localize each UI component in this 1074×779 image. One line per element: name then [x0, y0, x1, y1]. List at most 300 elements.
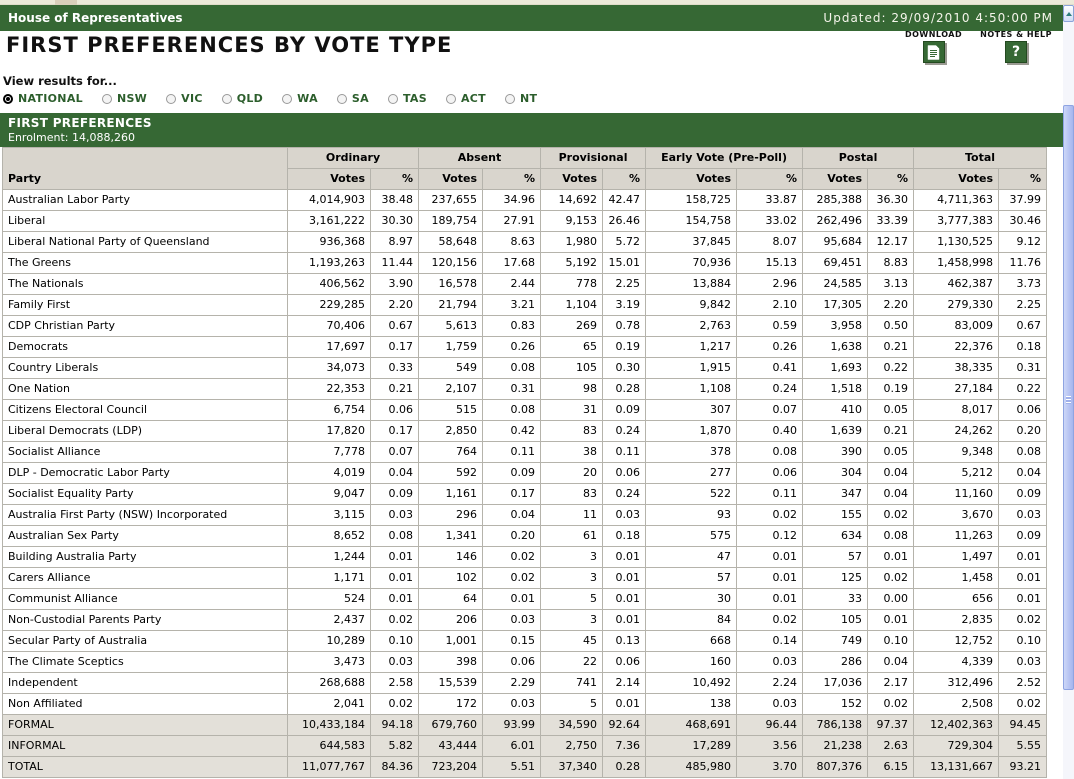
- radio-button-icon[interactable]: [388, 94, 398, 104]
- value-cell: 398: [419, 652, 483, 673]
- value-cell: 741: [541, 673, 603, 694]
- table-row: [3, 211, 1047, 232]
- party-name: Non Affiliated: [3, 694, 288, 715]
- value-cell: 70,406: [288, 316, 371, 337]
- value-cell: 3: [541, 610, 603, 631]
- party-name: Australian Sex Party: [3, 526, 288, 547]
- value-cell: 120,156: [419, 253, 483, 274]
- value-cell: 0.05: [868, 400, 914, 421]
- value-cell: 8.83: [868, 253, 914, 274]
- table-row: [3, 631, 1047, 652]
- document-icon: [927, 45, 940, 60]
- value-cell: 16,578: [419, 274, 483, 295]
- value-cell: 549: [419, 358, 483, 379]
- value-cell: 0.21: [868, 421, 914, 442]
- vertical-scrollbar[interactable]: [1063, 5, 1074, 779]
- value-cell: 3: [541, 568, 603, 589]
- download-document-icon[interactable]: [923, 41, 945, 63]
- value-cell: 94.45: [999, 715, 1047, 736]
- state-radio-vic[interactable]: [166, 92, 203, 105]
- value-cell: 15,539: [419, 673, 483, 694]
- value-cell: 12,752: [914, 631, 999, 652]
- value-cell: 0.01: [603, 610, 646, 631]
- value-cell: 33.87: [737, 190, 803, 211]
- value-cell: 1,341: [419, 526, 483, 547]
- state-radio-act[interactable]: [446, 92, 486, 105]
- value-cell: 2,437: [288, 610, 371, 631]
- value-cell: 65: [541, 337, 603, 358]
- value-cell: 8.07: [737, 232, 803, 253]
- party-name: Citizens Electoral Council: [3, 400, 288, 421]
- party-column-header: Party: [3, 148, 288, 190]
- value-cell: 0.03: [483, 610, 541, 631]
- value-cell: 83: [541, 484, 603, 505]
- table-row: [3, 463, 1047, 484]
- table-row: [3, 694, 1047, 715]
- radio-button-icon[interactable]: [282, 94, 292, 104]
- postal-pct-header: %: [868, 169, 914, 190]
- value-cell: 2,763: [646, 316, 737, 337]
- value-cell: 38.48: [371, 190, 419, 211]
- value-cell: 70,936: [646, 253, 737, 274]
- value-cell: 189,754: [419, 211, 483, 232]
- summary-row: [3, 757, 1047, 778]
- value-cell: 6,754: [288, 400, 371, 421]
- table-row: [3, 379, 1047, 400]
- value-cell: 4,019: [288, 463, 371, 484]
- value-cell: 0.08: [483, 400, 541, 421]
- value-cell: 45: [541, 631, 603, 652]
- value-cell: 6.15: [868, 757, 914, 778]
- value-cell: 390: [803, 442, 868, 463]
- value-cell: 9,047: [288, 484, 371, 505]
- value-cell: 0.33: [371, 358, 419, 379]
- value-cell: 3,473: [288, 652, 371, 673]
- value-cell: 2.63: [868, 736, 914, 757]
- value-cell: 0.07: [371, 442, 419, 463]
- party-name: Liberal Democrats (LDP): [3, 421, 288, 442]
- page-title: House of Representatives: [8, 11, 183, 25]
- value-cell: 2.20: [371, 295, 419, 316]
- value-cell: 764: [419, 442, 483, 463]
- value-cell: 92.64: [603, 715, 646, 736]
- value-cell: 0.04: [371, 463, 419, 484]
- value-cell: 0.40: [737, 421, 803, 442]
- view-results-label: View results for...: [3, 74, 117, 88]
- value-cell: 0.09: [603, 400, 646, 421]
- value-cell: 2,750: [541, 736, 603, 757]
- value-cell: 26.46: [603, 211, 646, 232]
- party-name: Socialist Alliance: [3, 442, 288, 463]
- value-cell: 1,244: [288, 547, 371, 568]
- value-cell: 155: [803, 505, 868, 526]
- value-cell: 0.01: [999, 568, 1047, 589]
- question-mark-icon[interactable]: ?: [1005, 41, 1027, 63]
- value-cell: 0.01: [371, 589, 419, 610]
- scrollbar-up-button[interactable]: [1063, 5, 1074, 22]
- value-cell: 11: [541, 505, 603, 526]
- value-cell: 0.11: [737, 484, 803, 505]
- value-cell: 0.03: [371, 505, 419, 526]
- value-cell: 7.36: [603, 736, 646, 757]
- value-cell: 0.02: [737, 610, 803, 631]
- table-row: [3, 547, 1047, 568]
- value-cell: 5.82: [371, 736, 419, 757]
- value-cell: 22,353: [288, 379, 371, 400]
- value-cell: 0.17: [483, 484, 541, 505]
- radio-label: NT: [519, 92, 538, 105]
- updated-timestamp: Updated: 29/09/2010 4:50:00 PM: [823, 11, 1053, 25]
- value-cell: 34.96: [483, 190, 541, 211]
- radio-button-icon[interactable]: [3, 94, 13, 104]
- value-cell: 94.18: [371, 715, 419, 736]
- radio-label: ACT: [460, 92, 486, 105]
- value-cell: 17,305: [803, 295, 868, 316]
- party-name: Australia First Party (NSW) Incorporated: [3, 505, 288, 526]
- ordinary-pct-header: %: [371, 169, 419, 190]
- value-cell: 1,130,525: [914, 232, 999, 253]
- value-cell: 0.02: [999, 610, 1047, 631]
- value-cell: 304: [803, 463, 868, 484]
- value-cell: 0.04: [868, 484, 914, 505]
- value-cell: 807,376: [803, 757, 868, 778]
- value-cell: 9,153: [541, 211, 603, 232]
- table-row: [3, 316, 1047, 337]
- download-button[interactable]: [905, 30, 962, 63]
- value-cell: 1,638: [803, 337, 868, 358]
- value-cell: 10,492: [646, 673, 737, 694]
- value-cell: 206: [419, 610, 483, 631]
- provisional-pct-header: %: [603, 169, 646, 190]
- value-cell: 0.01: [737, 568, 803, 589]
- value-cell: 285,388: [803, 190, 868, 211]
- value-cell: 0.04: [483, 505, 541, 526]
- value-cell: 0.06: [371, 400, 419, 421]
- value-cell: 33: [803, 589, 868, 610]
- party-name: Carers Alliance: [3, 568, 288, 589]
- value-cell: 42.47: [603, 190, 646, 211]
- value-cell: 33.39: [868, 211, 914, 232]
- value-cell: 0.00: [868, 589, 914, 610]
- value-cell: 37.99: [999, 190, 1047, 211]
- value-cell: 936,368: [288, 232, 371, 253]
- value-cell: 3,161,222: [288, 211, 371, 232]
- value-cell: 5.51: [483, 757, 541, 778]
- value-cell: 269: [541, 316, 603, 337]
- value-cell: 229,285: [288, 295, 371, 316]
- summary-row: [3, 715, 1047, 736]
- value-cell: 5.72: [603, 232, 646, 253]
- value-cell: 0.02: [483, 547, 541, 568]
- value-cell: 0.01: [603, 694, 646, 715]
- value-cell: 146: [419, 547, 483, 568]
- value-cell: 0.28: [603, 379, 646, 400]
- value-cell: 38,335: [914, 358, 999, 379]
- value-cell: 27,184: [914, 379, 999, 400]
- state-radio-wa[interactable]: [282, 92, 318, 105]
- enrolment-text: Enrolment: 14,088,260: [8, 131, 135, 144]
- col-group-early-vote: Early Vote (Pre-Poll): [646, 148, 803, 169]
- value-cell: 1,639: [803, 421, 868, 442]
- value-cell: 378: [646, 442, 737, 463]
- value-cell: 0.01: [603, 547, 646, 568]
- value-cell: 1,870: [646, 421, 737, 442]
- value-cell: 0.01: [737, 589, 803, 610]
- value-cell: 37,340: [541, 757, 603, 778]
- value-cell: 1,001: [419, 631, 483, 652]
- value-cell: 0.41: [737, 358, 803, 379]
- notes-help-button[interactable]: [980, 30, 1052, 63]
- value-cell: 8.63: [483, 232, 541, 253]
- table-row: [3, 673, 1047, 694]
- value-cell: 1,217: [646, 337, 737, 358]
- table-row: [3, 274, 1047, 295]
- value-cell: 24,262: [914, 421, 999, 442]
- value-cell: 1,193,263: [288, 253, 371, 274]
- value-cell: 3.70: [737, 757, 803, 778]
- value-cell: 0.03: [483, 694, 541, 715]
- value-cell: 3,670: [914, 505, 999, 526]
- value-cell: 2.17: [868, 673, 914, 694]
- value-cell: 43,444: [419, 736, 483, 757]
- value-cell: 524: [288, 589, 371, 610]
- value-cell: 61: [541, 526, 603, 547]
- value-cell: 468,691: [646, 715, 737, 736]
- value-cell: 347: [803, 484, 868, 505]
- value-cell: 0.09: [483, 463, 541, 484]
- party-name: The Climate Sceptics: [3, 652, 288, 673]
- value-cell: 0.02: [737, 505, 803, 526]
- party-name: The Greens: [3, 253, 288, 274]
- value-cell: 0.09: [999, 526, 1047, 547]
- absent-votes-header: Votes: [419, 169, 483, 190]
- value-cell: 2.58: [371, 673, 419, 694]
- radio-button-icon[interactable]: [102, 94, 112, 104]
- value-cell: 268,688: [288, 673, 371, 694]
- value-cell: 93: [646, 505, 737, 526]
- table-body: [3, 190, 1047, 778]
- value-cell: 0.01: [999, 547, 1047, 568]
- value-cell: 5: [541, 694, 603, 715]
- value-cell: 262,496: [803, 211, 868, 232]
- table-row: [3, 589, 1047, 610]
- value-cell: 1,108: [646, 379, 737, 400]
- value-cell: 2.44: [483, 274, 541, 295]
- value-cell: 160: [646, 652, 737, 673]
- value-cell: 0.01: [868, 547, 914, 568]
- value-cell: 1,104: [541, 295, 603, 316]
- table-row: [3, 526, 1047, 547]
- value-cell: 57: [803, 547, 868, 568]
- value-cell: 786,138: [803, 715, 868, 736]
- up-arrow-icon: [1066, 12, 1072, 16]
- party-name: Communist Alliance: [3, 589, 288, 610]
- value-cell: 0.09: [371, 484, 419, 505]
- value-cell: 0.50: [868, 316, 914, 337]
- value-cell: 0.28: [603, 757, 646, 778]
- value-cell: 0.10: [999, 631, 1047, 652]
- value-cell: 575: [646, 526, 737, 547]
- total-pct-header: %: [999, 169, 1047, 190]
- radio-button-icon[interactable]: [222, 94, 232, 104]
- value-cell: 1,693: [803, 358, 868, 379]
- value-cell: 93.99: [483, 715, 541, 736]
- value-cell: 1,171: [288, 568, 371, 589]
- value-cell: 11.76: [999, 253, 1047, 274]
- value-cell: 37,845: [646, 232, 737, 253]
- value-cell: 0.03: [371, 652, 419, 673]
- col-group-total: Total: [914, 148, 1047, 169]
- value-cell: 0.19: [868, 379, 914, 400]
- party-name: Independent: [3, 673, 288, 694]
- radio-label: WA: [297, 92, 318, 105]
- scrollbar-grip-icon: [1066, 396, 1071, 404]
- party-name: Secular Party of Australia: [3, 631, 288, 652]
- value-cell: 30.46: [999, 211, 1047, 232]
- value-cell: 0.02: [371, 610, 419, 631]
- value-cell: 2.24: [737, 673, 803, 694]
- value-cell: 17,036: [803, 673, 868, 694]
- value-cell: 0.10: [371, 631, 419, 652]
- state-radio-qld[interactable]: [222, 92, 263, 105]
- total-votes-header: Votes: [914, 169, 999, 190]
- value-cell: 0.31: [999, 358, 1047, 379]
- value-cell: 0.03: [603, 505, 646, 526]
- value-cell: 0.10: [868, 631, 914, 652]
- value-cell: 2.10: [737, 295, 803, 316]
- value-cell: 0.11: [483, 442, 541, 463]
- value-cell: 38: [541, 442, 603, 463]
- table-row: [3, 610, 1047, 631]
- value-cell: 0.67: [371, 316, 419, 337]
- value-cell: 0.01: [371, 568, 419, 589]
- value-cell: 154,758: [646, 211, 737, 232]
- value-cell: 138: [646, 694, 737, 715]
- value-cell: 0.04: [868, 652, 914, 673]
- value-cell: 0.18: [999, 337, 1047, 358]
- party-name: Building Australia Party: [3, 547, 288, 568]
- state-radio-sa[interactable]: [337, 92, 369, 105]
- value-cell: 1,518: [803, 379, 868, 400]
- state-radio-nt[interactable]: [505, 92, 537, 105]
- value-cell: 296: [419, 505, 483, 526]
- value-cell: 10,289: [288, 631, 371, 652]
- value-cell: 17,289: [646, 736, 737, 757]
- value-cell: 83,009: [914, 316, 999, 337]
- value-cell: 0.17: [371, 421, 419, 442]
- value-cell: 0.03: [999, 652, 1047, 673]
- party-name: Liberal National Party of Queensland: [3, 232, 288, 253]
- value-cell: 9,842: [646, 295, 737, 316]
- value-cell: 0.01: [483, 589, 541, 610]
- value-cell: 0.04: [999, 463, 1047, 484]
- value-cell: 0.31: [483, 379, 541, 400]
- value-cell: 17.68: [483, 253, 541, 274]
- value-cell: 0.67: [999, 316, 1047, 337]
- value-cell: 158,725: [646, 190, 737, 211]
- value-cell: 0.04: [868, 463, 914, 484]
- value-cell: 656: [914, 589, 999, 610]
- value-cell: 152: [803, 694, 868, 715]
- value-cell: 0.02: [868, 505, 914, 526]
- party-name: FORMAL: [3, 715, 288, 736]
- value-cell: 0.01: [999, 589, 1047, 610]
- value-cell: 97.37: [868, 715, 914, 736]
- value-cell: 0.02: [483, 568, 541, 589]
- value-cell: 96.44: [737, 715, 803, 736]
- value-cell: 0.07: [737, 400, 803, 421]
- value-cell: 105: [541, 358, 603, 379]
- value-cell: 5,613: [419, 316, 483, 337]
- radio-button-icon[interactable]: [446, 94, 456, 104]
- value-cell: 0.03: [999, 505, 1047, 526]
- value-cell: 24,585: [803, 274, 868, 295]
- value-cell: 522: [646, 484, 737, 505]
- table-row: [3, 400, 1047, 421]
- value-cell: 729,304: [914, 736, 999, 757]
- radio-label: VIC: [181, 92, 203, 105]
- value-cell: 668: [646, 631, 737, 652]
- value-cell: 0.06: [999, 400, 1047, 421]
- state-radio-nsw[interactable]: [102, 92, 147, 105]
- value-cell: 778: [541, 274, 603, 295]
- value-cell: 13,884: [646, 274, 737, 295]
- value-cell: 749: [803, 631, 868, 652]
- radio-button-icon[interactable]: [337, 94, 347, 104]
- value-cell: 1,161: [419, 484, 483, 505]
- value-cell: 34,073: [288, 358, 371, 379]
- value-cell: 679,760: [419, 715, 483, 736]
- value-cell: 0.08: [868, 526, 914, 547]
- value-cell: 0.08: [999, 442, 1047, 463]
- value-cell: 8,652: [288, 526, 371, 547]
- value-cell: 36.30: [868, 190, 914, 211]
- value-cell: 0.24: [603, 421, 646, 442]
- state-radio-tas[interactable]: [388, 92, 427, 105]
- group-header-row: [3, 148, 1047, 169]
- table-row: [3, 652, 1047, 673]
- value-cell: 0.02: [371, 694, 419, 715]
- value-cell: 0.20: [999, 421, 1047, 442]
- value-cell: 462,387: [914, 274, 999, 295]
- absent-pct-header: %: [483, 169, 541, 190]
- radio-button-icon[interactable]: [166, 94, 176, 104]
- party-name: INFORMAL: [3, 736, 288, 757]
- value-cell: 0.03: [737, 652, 803, 673]
- value-cell: 12,402,363: [914, 715, 999, 736]
- value-cell: 83: [541, 421, 603, 442]
- table-row: [3, 190, 1047, 211]
- value-cell: 1,458: [914, 568, 999, 589]
- value-cell: 286: [803, 652, 868, 673]
- value-cell: 22: [541, 652, 603, 673]
- value-cell: 0.26: [737, 337, 803, 358]
- value-cell: 307: [646, 400, 737, 421]
- radio-label: TAS: [402, 92, 427, 105]
- value-cell: 0.42: [483, 421, 541, 442]
- value-cell: 0.06: [483, 652, 541, 673]
- value-cell: 1,759: [419, 337, 483, 358]
- value-cell: 17,820: [288, 421, 371, 442]
- value-cell: 1,497: [914, 547, 999, 568]
- scrollbar-thumb[interactable]: [1063, 105, 1074, 690]
- value-cell: 21,238: [803, 736, 868, 757]
- state-radio-national[interactable]: [3, 92, 83, 105]
- value-cell: 0.05: [868, 442, 914, 463]
- value-cell: 0.22: [999, 379, 1047, 400]
- download-label: DOWNLOAD: [904, 30, 963, 39]
- radio-button-icon[interactable]: [505, 94, 515, 104]
